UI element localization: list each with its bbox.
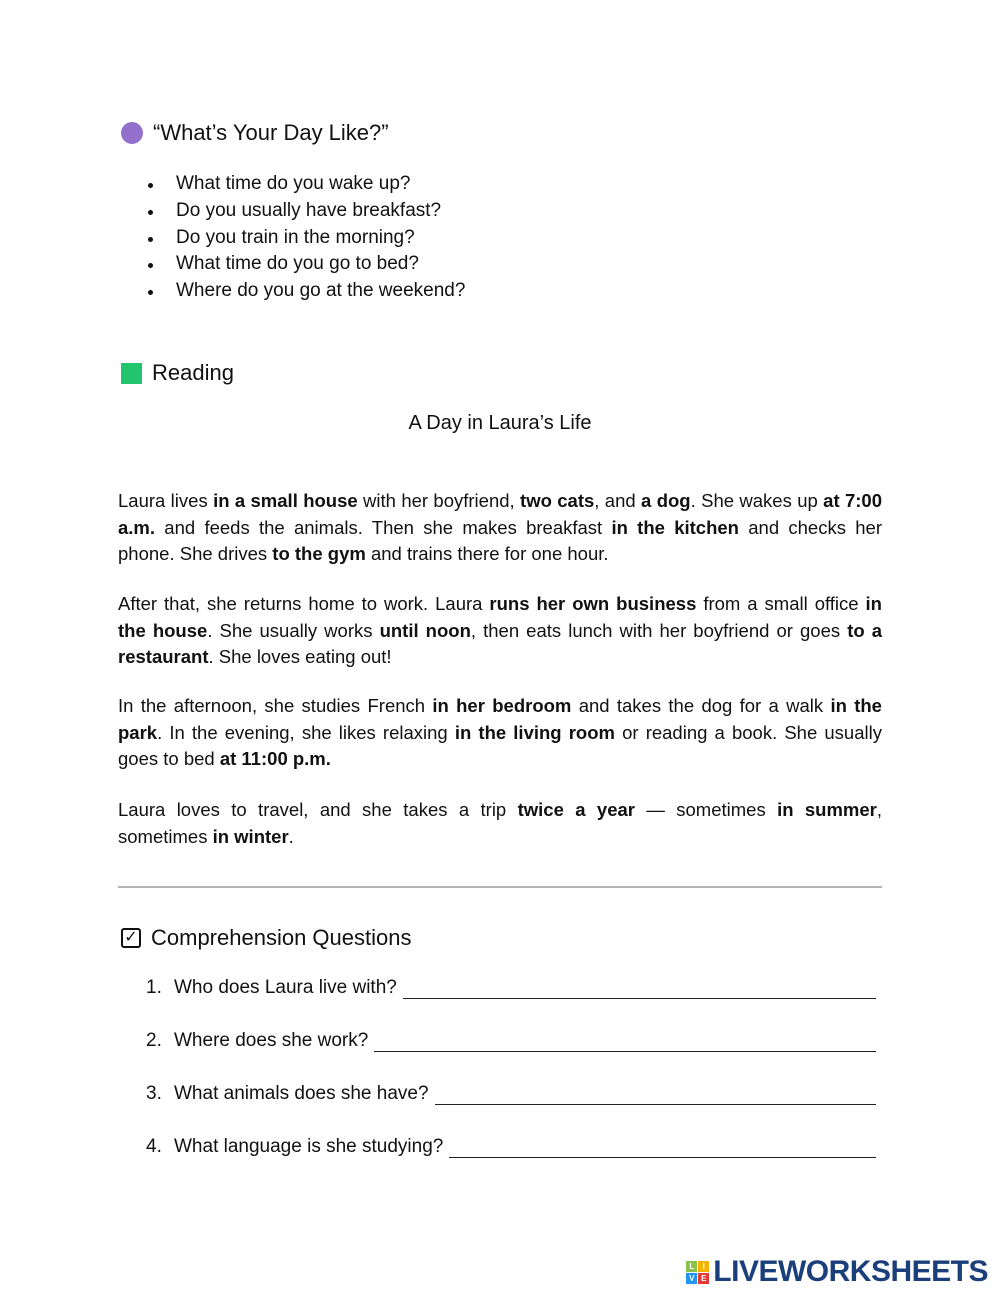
question-row bbox=[146, 1083, 876, 1105]
answer-field[interactable] bbox=[374, 1033, 876, 1052]
highlighted-phrase: two cats bbox=[520, 490, 595, 511]
highlighted-phrase: to the gym bbox=[272, 543, 366, 564]
highlighted-phrase: to a restaurant bbox=[118, 619, 883, 667]
section-divider bbox=[118, 886, 882, 888]
answer-field[interactable] bbox=[449, 1139, 876, 1158]
question-text: Who does Laura live with? bbox=[174, 977, 397, 998]
story-paragraph bbox=[118, 797, 882, 850]
question-text: What language is she studying? bbox=[174, 1136, 444, 1157]
question-row bbox=[146, 1030, 876, 1052]
story-paragraph bbox=[118, 591, 882, 671]
liveworksheets-logo bbox=[686, 1255, 988, 1289]
reading-heading-text: Reading bbox=[152, 360, 234, 385]
comprehension-heading bbox=[121, 925, 411, 951]
text-segment: . In the evening, she likes relaxing bbox=[157, 721, 455, 743]
highlighted-phrase: in winter bbox=[212, 825, 289, 847]
question-text: Where does she work? bbox=[174, 1030, 369, 1051]
text-segment: and feeds the animals. Then she makes breakfast bbox=[155, 516, 612, 538]
highlighted-phrase: in a small house bbox=[213, 490, 358, 511]
warmup-title: “What’s Your Day Like?” bbox=[153, 120, 389, 145]
highlighted-phrase: runs her own business bbox=[489, 593, 697, 614]
text-segment: , then eats lunch with her boyfriend or goes bbox=[470, 619, 848, 641]
logo-tile: E bbox=[698, 1273, 709, 1284]
highlighted-phrase: in summer bbox=[777, 799, 877, 820]
text-segment: — sometimes bbox=[635, 799, 778, 820]
story-paragraph bbox=[118, 488, 882, 568]
text-segment: from a small office bbox=[696, 593, 866, 614]
text-segment: Laura lives bbox=[118, 490, 214, 511]
story-title: A Day in Laura’s Life bbox=[408, 412, 592, 434]
logo-tiles-icon bbox=[686, 1261, 709, 1284]
question-number: 4. bbox=[146, 1136, 162, 1157]
highlighted-phrase: at 7:00 a.m. bbox=[118, 490, 882, 538]
highlighted-phrase: a dog bbox=[641, 490, 691, 511]
logo-tile: I bbox=[698, 1261, 709, 1272]
list-item: What time do you wake up? bbox=[146, 171, 465, 198]
warmup-question-list bbox=[146, 171, 465, 305]
highlighted-phrase: in the kitchen bbox=[611, 516, 739, 538]
answer-field[interactable] bbox=[435, 1086, 876, 1105]
logo-text: LIVEWORKSHEETS bbox=[713, 1255, 988, 1288]
list-item: Do you usually have breakfast? bbox=[146, 198, 465, 225]
story-paragraph bbox=[118, 693, 882, 773]
highlighted-phrase: in the park bbox=[118, 695, 882, 743]
text-segment: . bbox=[288, 825, 294, 847]
reading-heading bbox=[121, 360, 234, 386]
list-item: Do you train in the morning? bbox=[146, 225, 465, 252]
checkbox-icon: ✓ bbox=[121, 928, 141, 948]
highlighted-phrase: twice a year bbox=[517, 799, 635, 820]
text-segment: , sometimes bbox=[118, 799, 883, 847]
list-item: Where do you go at the weekend? bbox=[146, 278, 465, 305]
purple-circle-icon bbox=[121, 122, 143, 144]
warmup-heading bbox=[121, 120, 389, 146]
text-segment: and takes the dog for a walk bbox=[571, 695, 831, 716]
question-number: 1. bbox=[146, 977, 162, 998]
question-row bbox=[146, 1136, 876, 1158]
highlighted-phrase: until noon bbox=[379, 619, 471, 641]
text-segment: . She usually works bbox=[207, 619, 380, 641]
text-segment: In the afternoon, she studies French bbox=[118, 695, 433, 716]
text-segment: After that, she returns home to work. Laura bbox=[118, 593, 490, 614]
text-segment: with her boyfriend, bbox=[357, 490, 521, 511]
answer-field[interactable] bbox=[403, 980, 876, 999]
question-number: 3. bbox=[146, 1083, 162, 1104]
list-item: What time do you go to bed? bbox=[146, 251, 465, 278]
green-square-icon bbox=[121, 363, 142, 384]
highlighted-phrase: in her bedroom bbox=[432, 695, 572, 716]
text-segment: Laura loves to travel, and she takes a trip bbox=[118, 799, 518, 820]
question-row bbox=[146, 977, 876, 999]
comprehension-heading-text: Comprehension Questions bbox=[151, 925, 412, 950]
text-segment: and checks her phone. She drives bbox=[118, 516, 882, 564]
text-segment: or reading a book. She usually goes to bed bbox=[118, 721, 882, 769]
highlighted-phrase: in the living room bbox=[454, 721, 615, 743]
text-segment: . She wakes up bbox=[690, 490, 824, 511]
question-number: 2. bbox=[146, 1030, 162, 1051]
highlighted-phrase: at 11:00 p.m. bbox=[219, 748, 331, 769]
logo-tile: V bbox=[686, 1273, 697, 1284]
text-segment: , and bbox=[594, 490, 642, 511]
question-text: What animals does she have? bbox=[174, 1083, 429, 1104]
text-segment: . She loves eating out! bbox=[208, 646, 392, 667]
text-segment: and trains there for one hour. bbox=[365, 543, 609, 564]
logo-tile: L bbox=[686, 1261, 697, 1272]
highlighted-phrase: in the house bbox=[118, 593, 882, 641]
